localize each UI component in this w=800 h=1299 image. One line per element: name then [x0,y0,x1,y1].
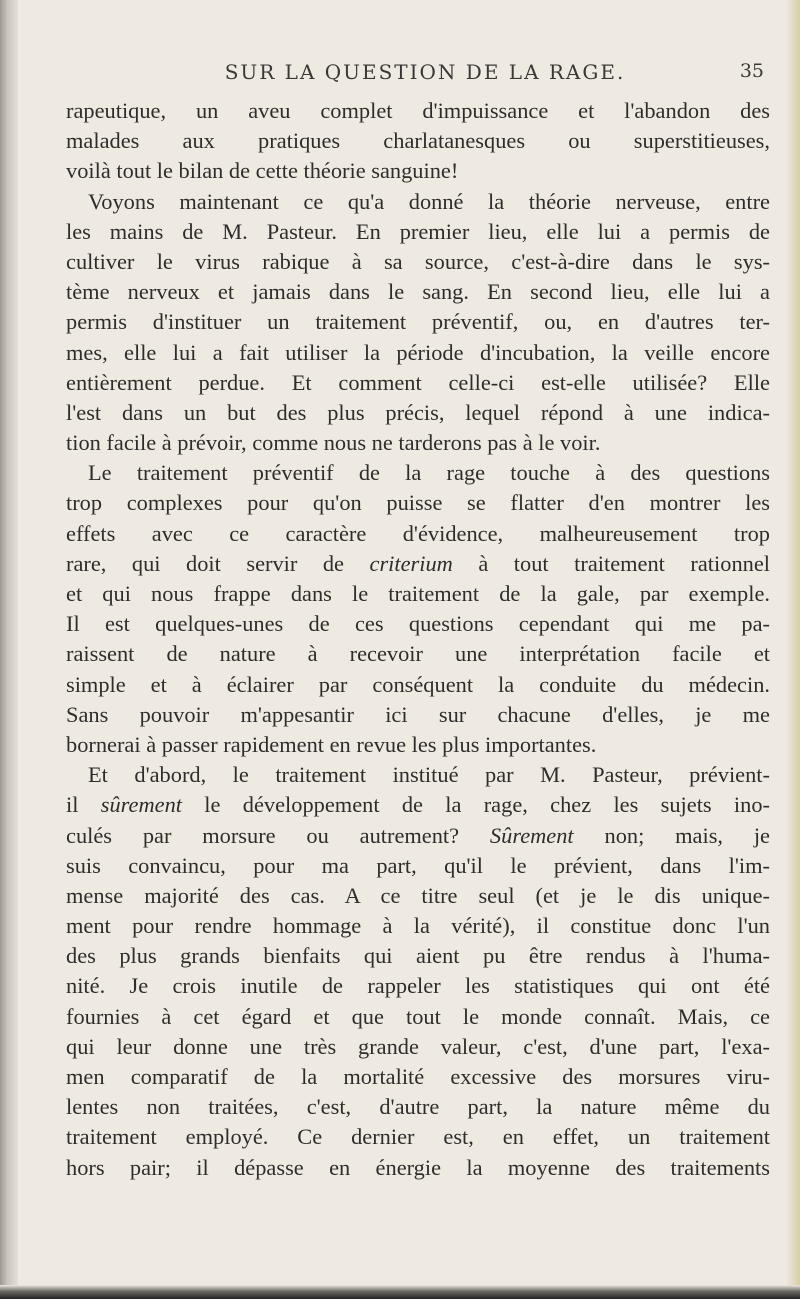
text-line: mes, elle lui a fait utiliser la période d'incubation, la veille encore [66,339,770,365]
text-line: qui leur donne une très grande valeur, c'est, d'une part, l'exa- [66,1033,770,1059]
text-line: voilà tout le bilan de cette théorie sanguine! [66,158,459,184]
text-line: bornerai à passer rapidement en revue les plus importantes. [66,731,597,757]
running-title: SUR LA QUESTION DE LA RAGE. [224,60,626,84]
text-line: Le traitement préventif de la rage touche à des questions [88,460,770,486]
text-line: malades aux pratiques charlatanesques ou superstitieuses, [66,128,770,154]
text-line: l'est dans un but des plus précis, lequel répond à une indica- [66,399,770,425]
page-bottom-edge [0,1285,800,1299]
italic-term: criterium [369,550,453,576]
text-line: rapeutique, un aveu complet d'impuissance et l'abandon des [66,98,770,123]
text-line: raissent de nature à recevoir une interprétation facile et [66,641,770,667]
text-line [66,821,770,851]
text-line: les mains de M. Pasteur. En premier lieu, elle lui a permis de [66,218,770,244]
text-segment: à tout traitement rationnel [452,550,770,576]
text-line: suis convaincu, pour ma part, qu'il le prévient, dans l'im- [66,852,770,878]
text-line: Et d'abord, le traitement institué par M. Pasteur, prévient- [88,762,770,788]
text-line: trop complexes pour qu'on puisse se flatter d'en montrer les [66,490,770,516]
text-line [66,790,770,820]
text-line: fournies à cet égard et que tout le monde connaît. Mais, ce [66,1003,770,1029]
text-segment: culés par morsure ou autrement? [66,822,490,848]
text-segment: il [66,792,101,818]
italic-term: Sûrement [489,822,574,848]
text-line: mense majorité des cas. A ce titre seul (et je le dis unique- [66,882,770,908]
body-text [66,96,770,1183]
text-line: des plus grands bienfaits qui aient pu être rendus à l'huma- [66,943,770,969]
text-line: Voyons maintenant ce qu'a donné la théorie nerveuse, entre [88,188,770,214]
binding-shadow [0,0,18,1299]
text-line: simple et à éclairer par conséquent la conduite du médecin. [66,671,770,697]
text-line: et qui nous frappe dans le traitement de la gale, par exemple. [66,581,770,606]
text-segment: rare, qui doit servir de [66,550,370,576]
text-line: permis d'instituer un traitement préventif, ou, en d'autres ter- [66,309,770,335]
text-line: hors pair; il dépasse en énergie la moyenne des traitements [66,1154,770,1180]
text-line: lentes non traitées, c'est, d'autre part, la nature même du [66,1094,770,1120]
text-line [66,549,770,579]
text-line: traitement employé. Ce dernier est, en effet, un traitement [66,1124,770,1150]
text-line: men comparatif de la mortalité excessive des morsures viru- [66,1064,770,1089]
page-right-edge [786,0,800,1299]
text-line: effets avec ce caractère d'évidence, malheureusement trop [66,520,770,546]
text-line: ment pour rendre hommage à la vérité), il constitue donc l'un [66,913,770,939]
text-line: nité. Je crois inutile de rappeler les statistiques qui ont été [66,973,770,999]
text-segment: le développement de la rage, chez les sujets ino- [182,792,770,818]
text-segment: non; mais, je [573,822,770,848]
italic-term: sûrement [100,792,183,818]
text-line: entièrement perdue. Et comment celle-ci est-elle utilisée? Elle [66,369,770,395]
text-line: cultiver le virus rabique à sa source, c'est-à-dire dans le sys- [66,248,770,274]
text-line: Il est quelques-unes de ces questions cependant qui me pa- [66,611,770,637]
text-line: Sans pouvoir m'appesantir ici sur chacune d'elles, je me [66,701,770,727]
page-number: 35 [739,60,764,82]
running-head [80,60,770,86]
text-line: tion facile à prévoir, comme nous ne tarderons pas à le voir. [66,430,601,456]
text-line: tème nerveux et jamais dans le sang. En second lieu, elle lui a [66,279,770,305]
